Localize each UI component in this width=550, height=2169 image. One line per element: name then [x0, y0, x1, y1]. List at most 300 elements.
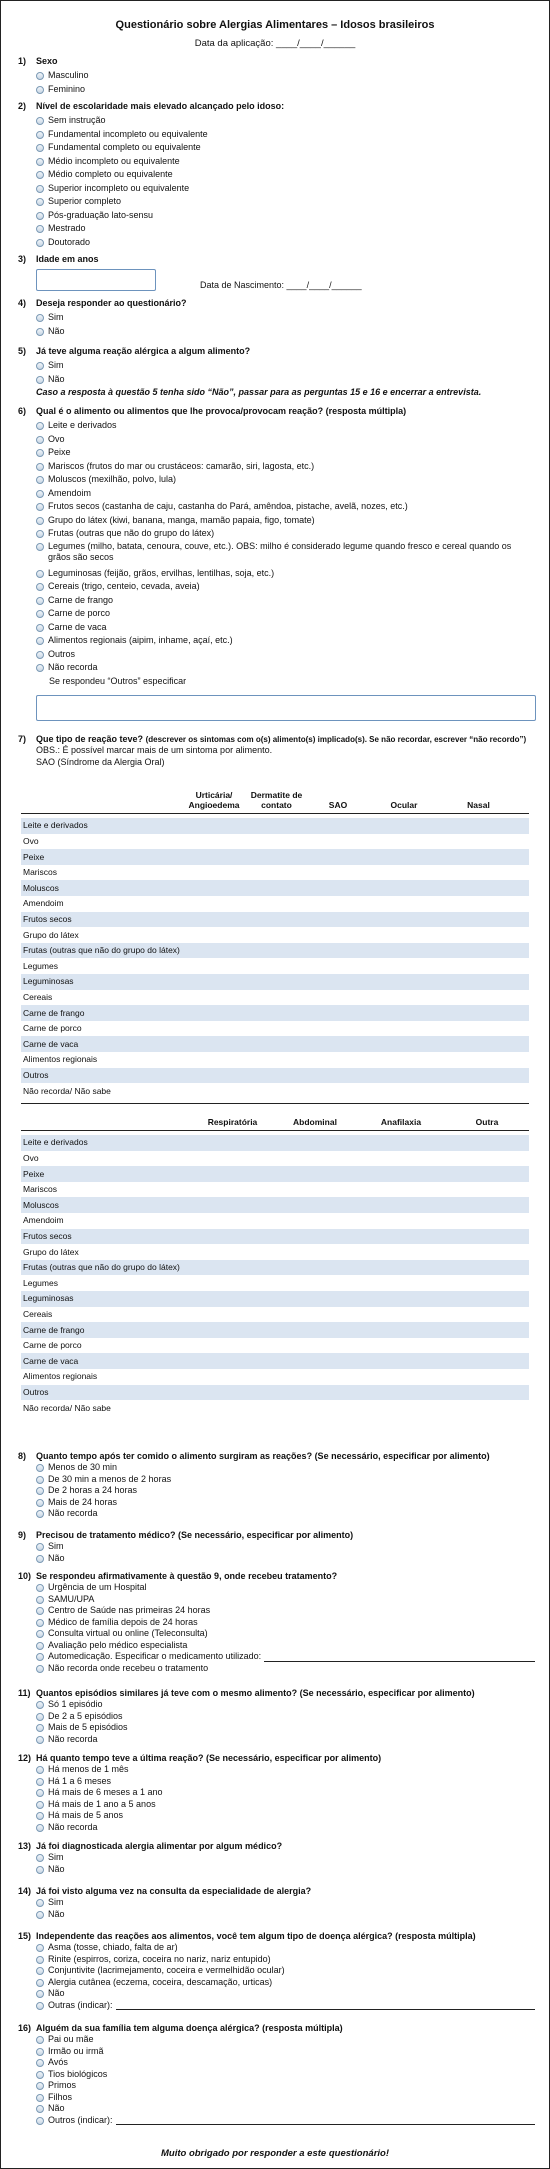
- radio-button[interactable]: [36, 1653, 44, 1661]
- radio-button[interactable]: [36, 2002, 44, 2010]
- col-header: Abdominal: [293, 1117, 337, 1128]
- option-label: Não: [48, 2103, 65, 2114]
- row-label: Frutas (outras que não do grupo do látex): [23, 1262, 180, 1273]
- option-label: Não: [48, 373, 65, 384]
- radio-button[interactable]: [36, 1499, 44, 1507]
- option-label: Primos: [48, 2080, 77, 2091]
- option-item[interactable]: [36, 2046, 535, 2058]
- option-label: Avaliação pelo médico especialista: [48, 1639, 188, 1650]
- option-label: Não recorda: [48, 1508, 98, 1519]
- col-header: Urticária/ Angioedema: [188, 789, 240, 811]
- option-label: Masculino: [48, 70, 89, 81]
- option-label: Fundamental incompleto ou equivalente: [48, 128, 208, 139]
- row-label: Outros: [23, 1069, 49, 1080]
- row-label: Cereais: [23, 992, 53, 1003]
- option-item[interactable]: [36, 634, 535, 648]
- other-food-input[interactable]: [36, 695, 536, 721]
- col-header: Nasal: [467, 800, 490, 811]
- row-label: Frutas (outras que não do grupo do látex): [23, 945, 180, 956]
- table-row: [21, 1338, 529, 1354]
- option-item[interactable]: [36, 1640, 535, 1652]
- option-label: Automedicação. Especificar o medicamento utilizado:: [48, 1651, 262, 1662]
- option-item[interactable]: [36, 2057, 535, 2069]
- option-label: Menos de 30 min: [48, 1462, 118, 1473]
- question-text: Que tipo de reação teve? (descrever os sintomas com o(s) alimento(s) implicado(s). Se não recordar, escrever “não recordo”): [36, 734, 527, 744]
- option-label: Superior incompleto ou equivalente: [48, 182, 190, 193]
- table-row: [21, 912, 529, 928]
- symptom-grid-1: [21, 781, 529, 1099]
- table-row: [21, 1400, 529, 1416]
- option-item[interactable]: [36, 1711, 535, 1723]
- option-item[interactable]: [36, 661, 535, 675]
- option-label: Alergia cutânea (eczema, coceira, descamação, urticas): [48, 1976, 273, 1987]
- table-row: [21, 1307, 529, 1323]
- radio-button[interactable]: [36, 171, 44, 179]
- option-item[interactable]: [36, 1508, 535, 1520]
- option-item[interactable]: [36, 2069, 535, 2081]
- option-label: Sim: [48, 1852, 64, 1863]
- option-item[interactable]: [36, 1764, 535, 1776]
- option-item[interactable]: [36, 621, 535, 635]
- option-item[interactable]: [36, 1942, 535, 1954]
- option-item[interactable]: [36, 1897, 535, 1909]
- option-label: Há mais de 1 ano a 5 anos: [48, 1798, 156, 1809]
- question-text: Independente das reações aos alimentos, você tem algum tipo de doença alérgica? (resposta múltipla): [36, 1931, 476, 1941]
- radio-button[interactable]: [36, 476, 44, 484]
- table-row: [21, 1260, 529, 1276]
- row-label: Frutos secos: [23, 1231, 72, 1242]
- radio-button[interactable]: [36, 225, 44, 233]
- radio-button[interactable]: [36, 651, 44, 659]
- row-label: Alimentos regionais: [23, 1371, 98, 1382]
- radio-button[interactable]: [36, 1854, 44, 1862]
- question-text: Já foi visto alguma vez na consulta da especialidade de alergia?: [36, 1886, 312, 1896]
- page-title: Questionário sobre Alergias Alimentares – Idosos brasileiros: [115, 19, 435, 31]
- option-label: Sim: [48, 1541, 64, 1552]
- radio-button[interactable]: [36, 1619, 44, 1627]
- radio-button[interactable]: [36, 463, 44, 471]
- option-label: Sim: [48, 360, 64, 371]
- row-label: Peixe: [23, 1168, 45, 1179]
- option-label: Mais de 24 horas: [48, 1496, 118, 1507]
- question-text: Há quanto tempo teve a última reação? (Se necessário, especificar por alimento): [36, 1753, 382, 1763]
- options: [36, 69, 535, 96]
- option-item[interactable]: [36, 1553, 535, 1565]
- option-item[interactable]: [36, 1485, 535, 1497]
- option-label: Há mais de 6 meses a 1 ano: [48, 1787, 163, 1798]
- radio-button[interactable]: [36, 449, 44, 457]
- table-row: [21, 927, 529, 943]
- table-row: [21, 1005, 529, 1021]
- radio-button[interactable]: [36, 1990, 44, 1998]
- row-label: Legumes: [23, 1277, 58, 1288]
- option-label: Leguminosas (feijão, grãos, ervilhas, lentilhas, soja, etc.): [48, 567, 275, 578]
- option-item[interactable]: [36, 1722, 535, 1734]
- option-item[interactable]: [36, 2080, 535, 2092]
- option-item[interactable]: [36, 487, 535, 501]
- radio-button[interactable]: [36, 376, 44, 384]
- option-item[interactable]: [36, 514, 535, 528]
- option-label: Grupo do látex (kiwi, banana, manga, mamão papaia, figo, tomate): [48, 514, 315, 525]
- option-item[interactable]: [36, 419, 535, 433]
- grid-header: [21, 781, 529, 811]
- row-label: Amendoim: [23, 1215, 64, 1226]
- table-row: [21, 880, 529, 896]
- row-label: Grupo do látex: [23, 929, 79, 940]
- radio-button[interactable]: [36, 436, 44, 444]
- option-label: Não recorda: [48, 662, 98, 673]
- radio-button[interactable]: [36, 422, 44, 430]
- age-input[interactable]: [36, 269, 156, 291]
- radio-button[interactable]: [36, 1979, 44, 1987]
- option-label: Filhos: [48, 2091, 73, 2102]
- option-item[interactable]: [36, 1810, 535, 1822]
- option-label: Mariscos (frutos do mar ou crustáceos: camarão, siri, lagosta, etc.): [48, 460, 315, 471]
- option-label: Não recorda: [48, 1733, 98, 1744]
- radio-button[interactable]: [36, 2082, 44, 2090]
- radio-button[interactable]: [36, 2036, 44, 2044]
- radio-button[interactable]: [36, 117, 44, 125]
- option-item[interactable]: [36, 607, 535, 621]
- radio-button[interactable]: [36, 2094, 44, 2102]
- radio-button[interactable]: [36, 72, 44, 80]
- row-label: Leguminosas: [23, 1293, 74, 1304]
- row-label: Grupo do látex: [23, 1246, 79, 1257]
- question-9: 9) Precisou de tratamento médico? (Se necessário, especificar por alimento) Sim Não: [18, 1530, 535, 1564]
- radio-button[interactable]: [36, 86, 44, 94]
- option-item[interactable]: [36, 1822, 535, 1834]
- option-item[interactable]: [36, 1954, 535, 1966]
- table-row: [21, 1291, 529, 1307]
- radio-button[interactable]: [36, 517, 44, 525]
- option-item[interactable]: [36, 1787, 535, 1799]
- radio-button[interactable]: [36, 1476, 44, 1484]
- row-label: Leite e derivados: [23, 820, 88, 831]
- question-text: Precisou de tratamento médico? (Se necessário, especificar por alimento): [36, 1530, 354, 1540]
- write-in-line[interactable]: [264, 1653, 535, 1662]
- option-item[interactable]: [36, 1497, 535, 1509]
- option-item[interactable]: [36, 1605, 535, 1617]
- radio-button[interactable]: [36, 1824, 44, 1832]
- col-header: Dermatite de contato: [250, 789, 303, 811]
- option-item[interactable]: [36, 1799, 535, 1811]
- radio-button[interactable]: [36, 131, 44, 139]
- option-item[interactable]: [36, 2000, 535, 2012]
- table-row: [21, 818, 529, 834]
- option-label: Superior completo: [48, 196, 122, 207]
- question-text: Quanto tempo após ter comido o alimento surgiram as reações? (Se necessário, especificar por alimento): [36, 1451, 490, 1461]
- radio-button[interactable]: [36, 1736, 44, 1744]
- radio-button[interactable]: [36, 570, 44, 578]
- option-item[interactable]: [36, 325, 535, 339]
- row-label: Legumes: [23, 960, 58, 971]
- radio-button[interactable]: [36, 1642, 44, 1650]
- question-8: 8) Quanto tempo após ter comido o alimento surgiram as reações? (Se necessário, especificar por alimento) Menos de 30 min De 30 min a menos de 2 horas De 2 horas a 24 horas Mais de 24 horas Não recorda: [18, 1451, 535, 1520]
- radio-button[interactable]: [36, 328, 44, 336]
- option-item[interactable]: [36, 359, 535, 373]
- radio-button[interactable]: [36, 144, 44, 152]
- radio-button[interactable]: [36, 185, 44, 193]
- radio-button[interactable]: [36, 1487, 44, 1495]
- radio-button[interactable]: [36, 503, 44, 511]
- option-item[interactable]: [36, 168, 535, 182]
- option-item[interactable]: [36, 1988, 535, 2000]
- option-item[interactable]: [36, 128, 535, 142]
- option-label: Há menos de 1 mês: [48, 1764, 129, 1775]
- option-item[interactable]: [36, 1776, 535, 1788]
- radio-button[interactable]: [36, 1701, 44, 1709]
- radio-button[interactable]: [36, 1464, 44, 1472]
- radio-button[interactable]: [36, 1584, 44, 1592]
- option-label: Não: [48, 1908, 65, 1919]
- radio-button[interactable]: [36, 1956, 44, 1964]
- option-label: Carne de vaca: [48, 621, 107, 632]
- option-item[interactable]: [36, 114, 535, 128]
- radio-button[interactable]: [36, 610, 44, 618]
- option-item[interactable]: [36, 236, 535, 250]
- option-item[interactable]: [36, 1628, 535, 1640]
- radio-button[interactable]: [36, 1543, 44, 1551]
- option-label: Outros: [48, 648, 76, 659]
- option-label: Asma (tosse, chiado, falta de ar): [48, 1942, 178, 1953]
- radio-button[interactable]: [36, 314, 44, 322]
- row-label: Alimentos regionais: [23, 1054, 98, 1065]
- row-label: Moluscos: [23, 882, 59, 893]
- question-1: 1) Sexo Masculino Feminino: [18, 56, 535, 96]
- option-item[interactable]: [36, 1541, 535, 1553]
- option-item[interactable]: [36, 1852, 535, 1864]
- option-label: Legumes (milho, batata, cenoura, couve, etc.). OBS: milho é considerado legume quando fresco e cereal quando os grãos são secos: [48, 540, 512, 562]
- options: [36, 1462, 535, 1520]
- radio-button[interactable]: [36, 1766, 44, 1774]
- option-item[interactable]: [36, 527, 535, 541]
- options: [36, 1699, 535, 1745]
- option-item[interactable]: [36, 446, 535, 460]
- row-label: Moluscos: [23, 1199, 59, 1210]
- radio-button[interactable]: [36, 490, 44, 498]
- table-row: [21, 834, 529, 850]
- option-label: Não: [48, 325, 65, 336]
- option-item[interactable]: [36, 69, 535, 83]
- row-label: Ovo: [23, 1153, 39, 1164]
- radio-button[interactable]: [36, 158, 44, 166]
- option-item[interactable]: [36, 373, 535, 387]
- option-label: Leite e derivados: [48, 420, 117, 431]
- table-row: [21, 1151, 529, 1167]
- option-item[interactable]: [36, 1617, 535, 1629]
- option-item[interactable]: [36, 222, 535, 236]
- table-row: [21, 1322, 529, 1338]
- thanks-message: Muito obrigado por responder a este questionário!: [160, 2148, 390, 2159]
- radio-button[interactable]: [36, 1778, 44, 1786]
- option-label: Moluscos (mexilhão, polvo, lula): [48, 474, 177, 485]
- option-item[interactable]: [36, 567, 535, 581]
- option-label: De 2 horas a 24 horas: [48, 1485, 138, 1496]
- option-item[interactable]: [36, 648, 535, 662]
- option-label: Peixe: [48, 447, 71, 458]
- grid-rows: [21, 1135, 529, 1416]
- question-text: Já foi diagnosticada alergia alimentar por algum médico?: [36, 1841, 283, 1851]
- option-label: Frutos secos (castanha de caju, castanha do Pará, amêndoa, pistache, avelã, nozes, etc.): [48, 501, 408, 512]
- question-text: Alguém da sua família tem alguma doença alérgica? (resposta múltipla): [36, 2023, 343, 2033]
- row-label: Carne de porco: [23, 1023, 82, 1034]
- question-3: 3) Idade em anos Data de Nascimento: ____/____/______: [18, 254, 362, 290]
- option-label: Mestrado: [48, 223, 86, 234]
- option-label: SAMU/UPA: [48, 1593, 95, 1604]
- option-label: Amendoim: [48, 487, 92, 498]
- option-label: Não recorda onde recebeu o tratamento: [48, 1662, 209, 1673]
- question-text: Qual é o alimento ou alimentos que lhe provoca/provocam reação? (resposta múltipla): [36, 406, 407, 416]
- option-item[interactable]: [36, 311, 535, 325]
- option-label: Carne de porco: [48, 608, 111, 619]
- option-item[interactable]: [36, 1663, 535, 1675]
- radio-button[interactable]: [36, 1607, 44, 1615]
- radio-button[interactable]: [36, 2071, 44, 2079]
- table-row: [21, 1135, 529, 1151]
- option-item[interactable]: [36, 2034, 535, 2046]
- radio-button[interactable]: [36, 2105, 44, 2113]
- option-item[interactable]: [36, 433, 535, 447]
- radio-button[interactable]: [36, 1812, 44, 1820]
- skip-instruction: Caso a resposta à questão 5 tenha sido “Não”, passar para as perguntas 15 e 16 e encerrar a entrevista.: [36, 387, 482, 398]
- option-label: Médico de família depois de 24 horas: [48, 1616, 198, 1627]
- radio-button[interactable]: [36, 624, 44, 632]
- option-item[interactable]: [36, 1651, 535, 1663]
- grid-rows: [21, 818, 529, 1099]
- write-in-line[interactable]: [116, 2001, 535, 2010]
- option-item[interactable]: [36, 209, 535, 223]
- option-item[interactable]: [36, 2092, 535, 2104]
- obs-note: OBS.: É possível marcar mais de um sintoma por alimento.: [36, 745, 273, 756]
- options: [36, 1897, 535, 1920]
- radio-button[interactable]: [36, 1665, 44, 1673]
- row-label: Carne de frango: [23, 1007, 85, 1018]
- row-label: Não recorda/ Não sabe: [23, 1402, 111, 1413]
- radio-button[interactable]: [36, 2048, 44, 2056]
- radio-button[interactable]: [36, 2117, 44, 2125]
- radio-button[interactable]: [36, 1713, 44, 1721]
- option-item[interactable]: [36, 594, 535, 608]
- radio-button[interactable]: [36, 530, 44, 538]
- radio-button[interactable]: [36, 1911, 44, 1919]
- option-label: Sim: [48, 1897, 64, 1908]
- radio-button[interactable]: [36, 362, 44, 370]
- radio-button[interactable]: [36, 637, 44, 645]
- row-label: Cereais: [23, 1309, 53, 1320]
- table-row: [21, 896, 529, 912]
- option-item[interactable]: [36, 141, 535, 155]
- other-label: Se respondeu “Outros” especificar: [49, 675, 187, 686]
- radio-button[interactable]: [36, 1789, 44, 1797]
- row-label: Leite e derivados: [23, 1137, 88, 1148]
- radio-button[interactable]: [36, 1555, 44, 1563]
- option-label: Frutas (outras que não do grupo do látex): [48, 528, 215, 539]
- option-item[interactable]: [36, 182, 535, 196]
- radio-button[interactable]: [36, 1510, 44, 1518]
- question-16: 16) Alguém da sua família tem alguma doença alérgica? (resposta múltipla) Pai ou mãe Irmão ou irmã Avós Tios biológicos Primos Filhos Não Outros (indicar):: [18, 2023, 535, 2126]
- radio-button[interactable]: [36, 583, 44, 591]
- row-label: Carne de frango: [23, 1324, 85, 1335]
- question-11: 11) Quantos episódios similares já teve com o mesmo alimento? (Se necessário, especificar por alimento) Só 1 episódio De 2 a 5 episódios Mais de 5 episódios Não recorda: [18, 1688, 535, 1745]
- table-row: [21, 1229, 529, 1245]
- question-text: Quantos episódios similares já teve com o mesmo alimento? (Se necessário, especificar por alimento): [36, 1688, 475, 1698]
- option-item[interactable]: [36, 1734, 535, 1746]
- table-row: [21, 974, 529, 990]
- options: [36, 1582, 535, 1674]
- question-text: Já teve alguma reação alérgica a algum alimento?: [36, 346, 251, 356]
- option-label: Urgência de um Hospital: [48, 1582, 147, 1593]
- option-label: Sem instrução: [48, 115, 106, 126]
- option-label: De 30 min a menos de 2 horas: [48, 1473, 172, 1484]
- options: [36, 2034, 535, 2126]
- write-in-line[interactable]: [116, 2116, 535, 2125]
- row-label: Outros: [23, 1386, 49, 1397]
- option-item[interactable]: [36, 1474, 535, 1486]
- radio-button[interactable]: [36, 2059, 44, 2067]
- option-item[interactable]: [36, 1965, 535, 1977]
- table-row: [21, 1083, 529, 1099]
- question-7: 7) Que tipo de reação teve? (descrever os sintomas com o(s) alimento(s) implicado(s). Se não recordar, escrever “não recordo”) OBS.: É possível marcar mais de um sintoma por alimento. SAO (Síndrome da Alergia Oral): [18, 734, 535, 768]
- radio-button[interactable]: [36, 1596, 44, 1604]
- radio-button[interactable]: [36, 1899, 44, 1907]
- option-label: Doutorado: [48, 236, 91, 247]
- radio-button[interactable]: [36, 597, 44, 605]
- option-item[interactable]: [36, 1864, 535, 1876]
- option-item[interactable]: [36, 1699, 535, 1711]
- option-item[interactable]: [36, 460, 535, 474]
- option-item[interactable]: [36, 195, 535, 209]
- options: [36, 1852, 535, 1875]
- radio-button[interactable]: [36, 1944, 44, 1952]
- option-item[interactable]: [36, 1909, 535, 1921]
- radio-button[interactable]: [36, 1801, 44, 1809]
- question-text: Sexo: [36, 56, 58, 66]
- radio-button[interactable]: [36, 664, 44, 672]
- option-item[interactable]: [36, 500, 535, 514]
- option-item[interactable]: [36, 473, 535, 487]
- col-header: Outra: [475, 1117, 499, 1128]
- option-item[interactable]: [36, 83, 535, 97]
- grid-header: [21, 1112, 529, 1128]
- radio-button[interactable]: [36, 1724, 44, 1732]
- option-item[interactable]: [36, 2115, 535, 2127]
- radio-button[interactable]: [36, 1630, 44, 1638]
- option-item[interactable]: [36, 1594, 535, 1606]
- table-row: [21, 1197, 529, 1213]
- radio-button[interactable]: [36, 239, 44, 247]
- radio-button[interactable]: [36, 212, 44, 220]
- option-item[interactable]: [36, 580, 535, 594]
- col-header: Anafilaxia: [380, 1117, 422, 1128]
- option-label: Feminino: [48, 83, 86, 94]
- option-label: Outros (indicar):: [48, 2114, 113, 2125]
- option-item[interactable]: [36, 155, 535, 169]
- option-label: Alimentos regionais (aipim, inhame, açaí, etc.): [48, 635, 233, 646]
- option-item[interactable]: [36, 1462, 535, 1474]
- radio-button[interactable]: [36, 543, 44, 551]
- radio-button[interactable]: [36, 1967, 44, 1975]
- option-item[interactable]: [36, 2103, 535, 2115]
- question-5: 5) Já teve alguma reação alérgica a algum alimento? Sim Não Caso a resposta à questão 5 tenha sido “Não”, passar para as perguntas 15 e 16 e encerrar a entrevista.: [18, 346, 535, 399]
- table-row: [21, 865, 529, 881]
- option-label: Avós: [48, 2057, 68, 2068]
- radio-button[interactable]: [36, 198, 44, 206]
- option-item[interactable]: [36, 1977, 535, 1989]
- radio-button[interactable]: [36, 1866, 44, 1874]
- row-label: Ovo: [23, 836, 39, 847]
- option-item[interactable]: [36, 1582, 535, 1594]
- option-item[interactable]: [36, 541, 535, 567]
